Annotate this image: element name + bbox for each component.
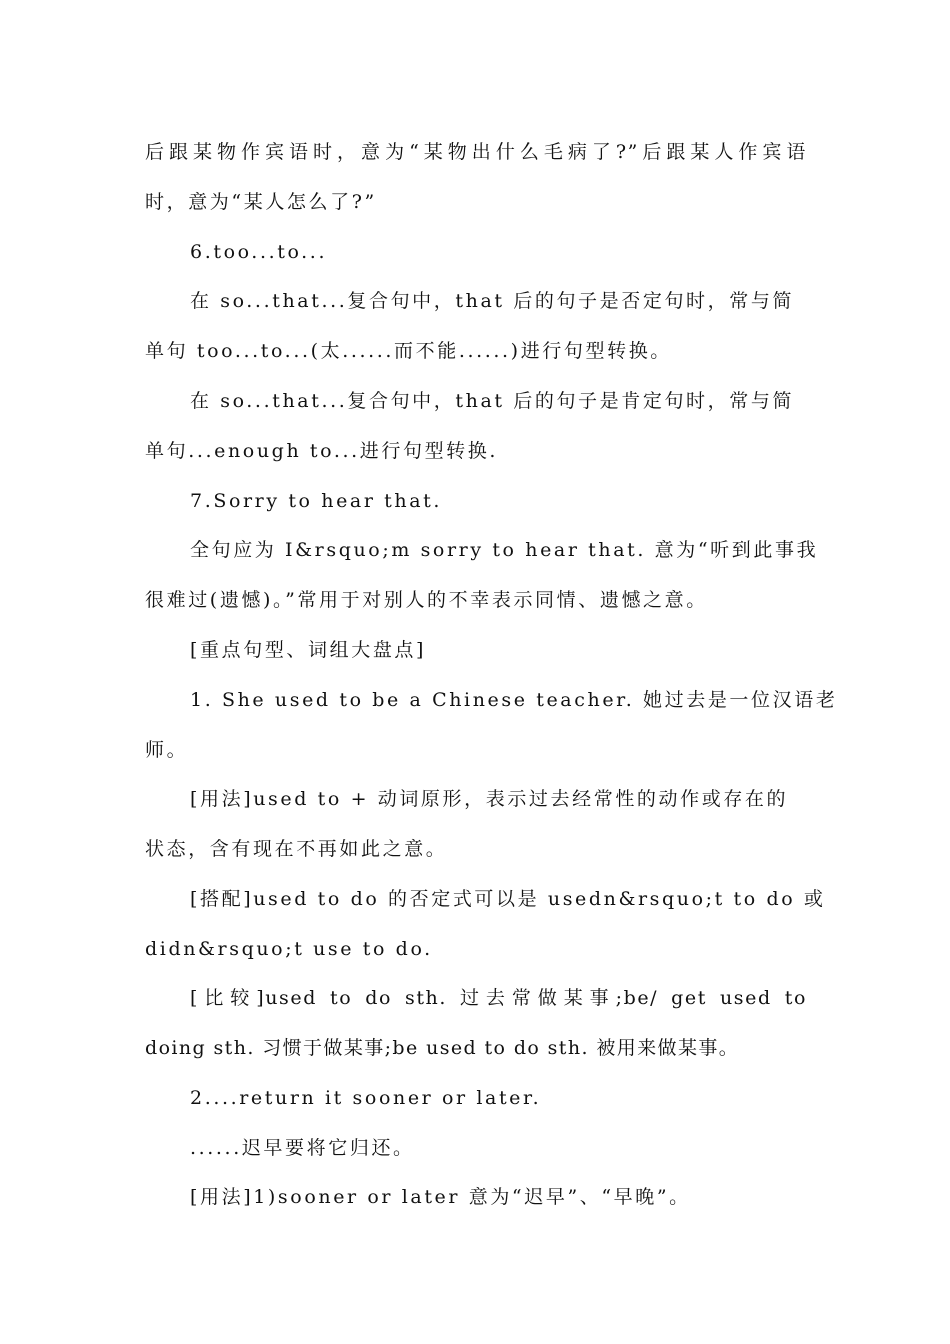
section-heading: [重点句型、词组大盘点] (190, 639, 427, 661)
text-line: 时，意为“某人怎么了?” (145, 191, 377, 213)
text-line: ......迟早要将它归还。 (190, 1137, 415, 1159)
text-line: doing sth. 习惯于做某事;be used to do sth. 被用来做某事。 (145, 1037, 740, 1059)
text-line: 在 so...that...复合句中，that 后的句子是肯定句时，常与简 (190, 390, 795, 412)
text-line: [用法]1)sooner or later 意为“迟早”、“早晚”。 (190, 1186, 691, 1208)
text-line: 在 so...that...复合句中，that 后的句子是否定句时，常与简 (190, 290, 795, 312)
item-heading: 7.Sorry to hear that. (190, 490, 443, 512)
text-line: 1. She used to be a Chinese teacher. 她过去是一位汉语老 (190, 689, 838, 711)
text-line: 状态，含有现在不再如此之意。 (145, 838, 448, 860)
text-line: 师。 (145, 739, 189, 761)
text-line: [搭配]used to do 的否定式可以是 usedn&rsquo;t to do 或 (190, 888, 826, 910)
text-line: 单句...enough to...进行句型转换. (145, 440, 499, 462)
text-line: [比较]used to do sth. 过去常做某事;be/ get used to (190, 987, 807, 1009)
item-heading: 6.too...to... (190, 241, 328, 263)
text-line: didn&rsquo;t use to do. (145, 938, 433, 960)
text-line: 单句 too...to...(太......而不能......)进行句型转换。 (145, 340, 672, 362)
text-line: 后跟某物作宾语时，意为“某物出什么毛病了?”后跟某人作宾语 (145, 141, 807, 163)
text-line: 很难过(遗憾)。”常用于对别人的不幸表示同情、遗憾之意。 (145, 589, 708, 611)
text-line: [用法]used to + 动词原形，表示过去经常性的动作或存在的 (190, 788, 789, 810)
text-line: 全句应为 I&rsquo;m sorry to hear that. 意为“听到此事我 (190, 539, 819, 561)
item-heading: 2....return it sooner or later. (190, 1087, 542, 1109)
